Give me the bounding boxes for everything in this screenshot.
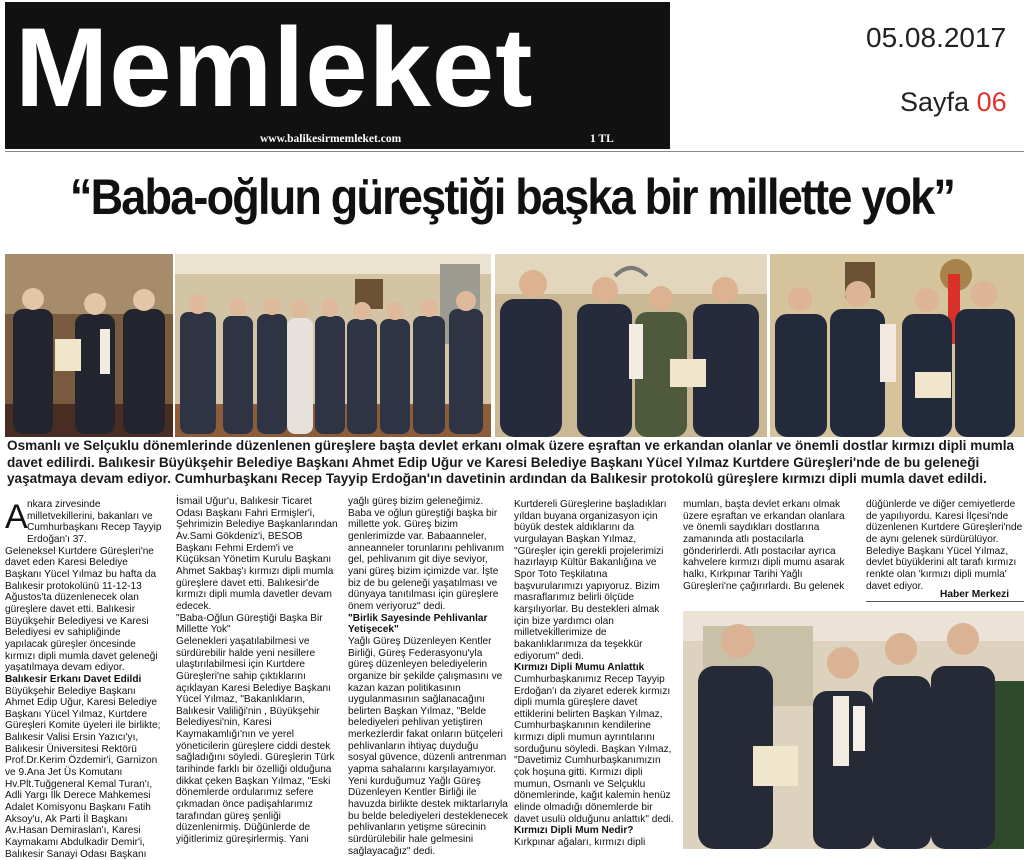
column-text: Büyükşehir Belediye Başkanı Ahmet Edip Uğur, Karesi Belediye Başkanı Yücel Yılmaz, Kurtdere Güreşleri Komite üyeleri ile birlikte; Balıkesir Valisi Ersin Yazıcı'yı, Balıkesir Üniversitesi Rektörü Prof.Dr.Kerim Özdemir'i, Garnizon ve 9.Ana Jet Üs Komutanı Hv.Plt.Tuğgeneral Kemal Turan'ı, Adli Yargı İlk Derece Mahkemesi Adalet Komisyonu Başkanı Fatih Aksoy'u, Ak Parti İl Başkanı Av.Hasan Demiraslan'ı, Karesi Kaymakamı Abdulkadir Demir'i, Balıkesir Sanayi Odası Başkanı [5,685,161,860]
column-text: nkara zirvesinde milletvekillerini, bakanları ve Cumhurbaşkanı Recep Tayyip Erdoğan'ı 37. [27,499,162,545]
column-text: "Baba-Oğlun Güreştiği Başka Bir Millette Yok" [176,612,323,636]
photo-protocol-visit-4 [770,254,1024,437]
article-column-5: mumları, başta devlet erkanı olmak üzere eşraftan ve erkandan olanlara ve önemli saydıkları dostlarına zamanında atlı postacılarla gönderirlerdi. Atlı postacılar ayrıca kahvelere kırmızı dipli mumu asarak halkı, Kırkpınar Tarihi Yağlı Güreşleri'ne çağırırlardı. Bu gelenek [683,499,845,592]
headline: “Baba-oğlun güreştiği başka bir millette yok” [69,167,955,225]
divider [866,601,1024,602]
column-text: Kırkpınar ağaları, kırmızı dipli [514,837,646,849]
article-column-1 [5,499,165,860]
page-number: 06 [976,87,1007,117]
photo-protocol-visit-2 [175,254,491,437]
article-column-6: düğünlerde ve diğer cemiyetlerde de yapılıyordu. Karesi İlçesi'nde düzenlenen Kurtdere Güreşleri'nde de aynı gelenek sürdürülüyor. Belediye Başkanı Yücel Yılmaz, devlet büyüklerini alt tarafı kırmızı renkte olan 'kırmızı dipli mumla' davet ediyor. [866,499,1023,592]
subheading: "Birlik Sayesinde Pehlivanlar Yetişecek" [348,612,488,636]
column-text: Yağlı Güreş Düzenleyen Kentler Birliği, Güreş Federasyonu'yla güreş düzenleyen belediyelerin organize bir şekilde çalışmasını ve kazan kazan politikasının uygulanmasının sağlanacağını belirten Başkan Yılmaz, "Belde belediyeleri pehlivan yetiştiren merkezlerdir fakat onların bütçeleri pehlivanların ihtiyaç duyduğu sosyal güvence, düzenli antrenman yapma sahalarını karşılayamıyor. Yeni kurduğumuz Yağlı Güreş Düzenleyen Kentler Birliği ile havuzda birlikte destek miktarlarıyla bu belde belediyeleri desteklenecek pehlivanların yetişme sürecinin sürdürülebilir hale gelmesini sağlayacağız" dedi. [348,635,508,857]
photo-protocol-visit-1 [5,254,173,437]
column-text: Geleneksel Kurtdere Güreşleri'ne davet eden Karesi Belediye Başkanı Yücel Yılmaz bu hafta da Balıkesir protokolünü 11-12-13 Ağustos'ta düzenlenecek olan güreşlere davet etti. Balıkesir Büyükşehir Belediyesi ve Karesi Belediyesi ev sahipliğinde yapılacak güreşler öncesinde kırmızı dipli mumla davet geleneği yaşatılmaya devam ediyor. [5,545,158,674]
article-column-4 [514,499,677,849]
column-text: Gelenekleri yaşatılabilmesi ve sürdürebilir halde yeni nesillere ulaştırılabilmesi için Kurtdere Güreşleri'ne sahip çıktıklarını açıklayan Karesi Belediye Başkanı Yücel Yılmaz, "Bakanlıkların, Balıkesir Valiliği'nin , Büyükşehir Belediyesi'nin, Karesi Kaymakamlığı'nın ve yerel yöneticilerin güreşlere ciddi destek sağladığını söyledi. Güreşlerin Türk tarihinde farklı bir özelliği olduğuna dikkat çeken Başkan Yılmaz, "Eski dönemlerde ordularımız sefere çıkmadan önce padişahlarımız tarafından güreş şenliği düzenlenirmiş. Düğünlerde de yiğitlerimiz güreşirlermiş. Yani [176,635,335,846]
price: 1 TL [590,133,614,145]
column-text: İsmail Uğur'u, Balıkesir Ticaret Odası Başkanı Fahri Ermişler'i, Şehrimizin Belediye Başkanlarından Av.Sami Gökdeniz'i, BESOB Başkanı Fehmi Erdem'i ve Küçüksan Yönetim Kurulu Başkanı Ahmet Sakbaş'ı kırmızı dipli mumla güreşlere davet etti. Balıkesir'de kırmızı dipli mumla davetler devam edecek. [176,496,338,612]
column-text: Cumhurbaşkanımız Recep Tayyip Erdoğan'ı da ziyaret ederek kırmızı dipli mumla güreşlere davet ettiklerini belirten Başkan Yılmaz, Cumhurbaşkanının kendilerine kırmızı dipli mumun ayrıntılarını sorduğunu söyledi. Başkan Yılmaz, "Davetimiz Cumhurbaşkanımızın çok hoşuna gitti. Kırmızı dipli mumun, Osmanlı ve Selçuklu dönemlerinde, kağıt kalemin henüz elinde olmadığı dönemlerde bir davet usulü olduğunu anlattık" dedi. [514,673,674,825]
page-indicator [900,87,1007,118]
column-text: yağlı güreş bizim geleneğimiz. Baba ve oğlun güreştiği başka bir millette yok. Güreş bizim genlerimizde var. Babaanneler, anneanneler torunlarını pehlivanım gel, pehlivanım git diye seviyor, yani güreş bizim içimizde var. İşte biz de bu geleneği yaşatılması ve dünyaya tanıtılması için güreşlere önem veriyoruz" dedi. [348,496,504,612]
article-column-2 [176,496,338,846]
issue-date: 05.08.2017 [866,22,1007,53]
subheading: Balıkesir Erkanı Davet Edildi [5,673,142,685]
photo-protocol-visit-5 [683,611,1024,849]
masthead [5,2,670,149]
divider [5,151,1024,152]
page-label: Sayfa [900,87,970,117]
author-byline: Haber Merkezi [940,589,1010,600]
website-url: www.balikesirmemleket.com [260,133,402,145]
photo-protocol-visit-3 [495,254,767,437]
column-text: Kurtdereli Güreşlerine başladıkları yıldan buyana organizasyon için büyük destek aldıklarını da vurgulayan Başkan Yılmaz, "Güreşler için gerekli projelerimizi hazırlayıp Kültür Bakanlığına ve Spor Toto Teşkilatına başvurularımızı yapıyoruz. Bizim masraflarımız belirli ölçüde karşılıyorlar. Bu destekleri almak için bize yardımcı olan milletvekillerimize de bakanlıklarımıza da teşekkür ediyorum" dedi. [514,499,667,662]
subheading: Kırmızı Dipli Mum Nedir? [514,825,634,837]
article-lead: Osmanlı ve Selçuklu dönemlerinde düzenlenen güreşlere başta devlet erkanı olmak üzere eşraftan ve erkandan olanlar ve önemli dostlar kırmızı dipli mumla davet edilirdi. Balıkesir Büyükşehir Belediye Başkanı Ahmet Edip Uğur ve Karesi Belediye Başkanı Yücel Yılmaz Kurtdere Güreşleri'nde de bu geleneği yaşatmaya devam ediyor. Cumhurbaşkanı Recep Tayyip Erdoğan'ın davetinin ardından da Balıkesir protokolü güreşlere kırmızı dipli mumla davet edildi. [7,438,1015,486]
newspaper-logo: Memleket [15,5,534,130]
subheading: Kırmızı Dipli Mumu Anlattık [514,662,645,674]
drop-cap: A [5,498,28,536]
article-column-3 [348,496,508,857]
